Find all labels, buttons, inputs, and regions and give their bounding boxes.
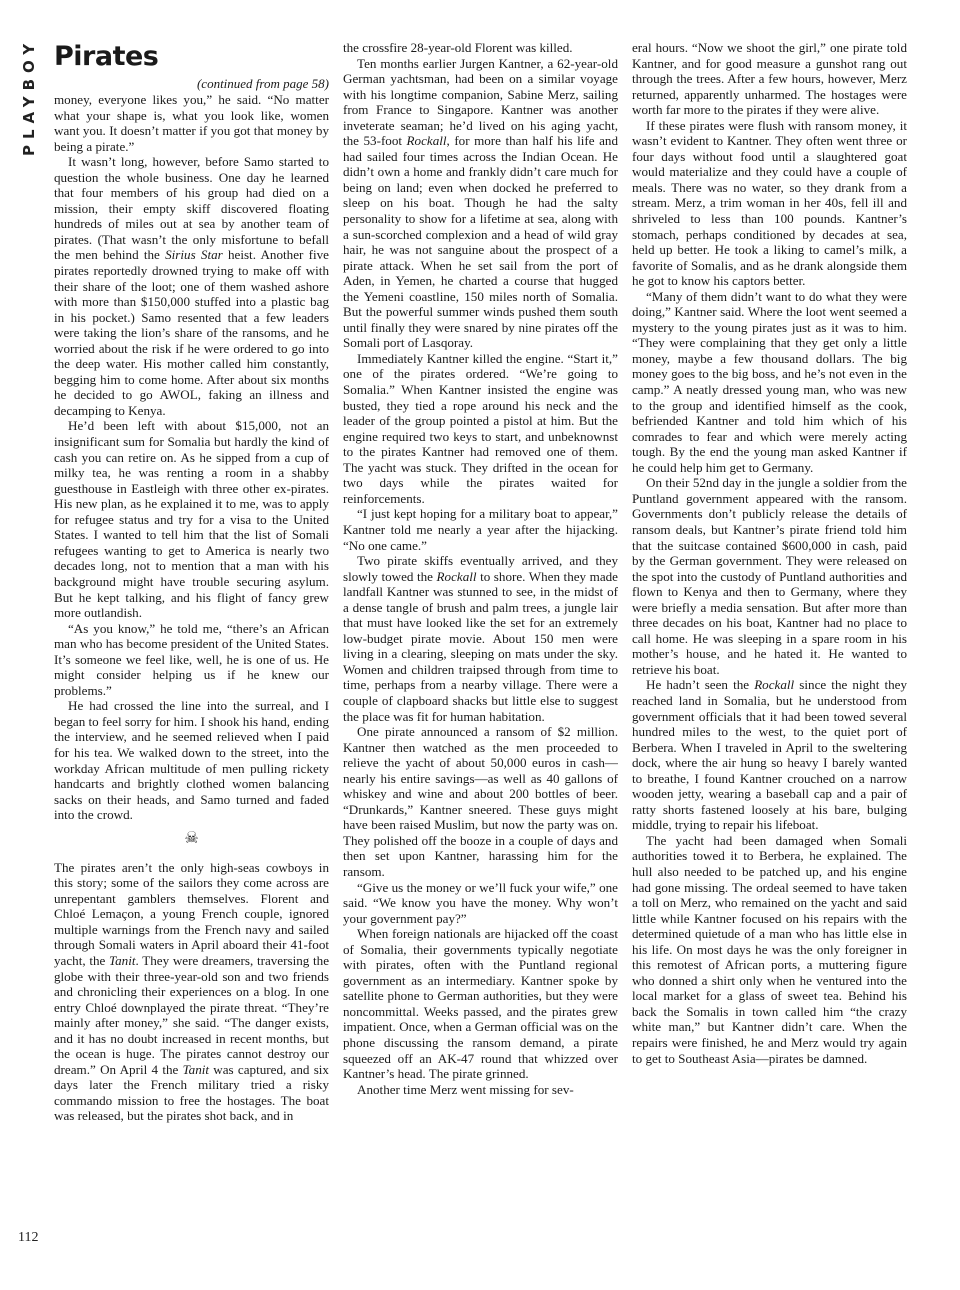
article-title: Pirates (54, 41, 159, 72)
paragraph: One pirate announced a ransom of $2 million. Kantner then watched as the men proceeded to relieve the yacht of about 50,000 euros in cash—nearly his entire savings—as well as 40 gallons of whiskey and wine and about 200 bottles of beer. “Drunkards,” Kantner sneered. These guys might have been raised Muslim, but now the party was on. They polished off the booze in a couple of days and then set upon Kantner, harassing him for the ransom. (343, 724, 618, 879)
column-2 (343, 40, 618, 1252)
paragraph: “As you know,” he told me, “there’s an African man who has become president of the United States. It’s someone we feel like, well, he is one of us. He might consider helping us if he knew our problems.” (54, 620, 329, 698)
paragraph: The pirates aren’t the only high-seas cowboys in this story; some of the sailors they come across are unrepentant gamblers themselves. Florent and Chloé Lemaçon, a young French couple, ignored multiple warnings from the French navy and sailed through Somali waters in April aboard their 41-foot yacht, the Tanit. They were dreamers, traversing the globe with their three-year-old son and two friends and chronicling their experiences on a blog. In one entry Chloé downplayed the pirate threat. “They’re mainly after money,” she said. “The danger exists, and it has no doubt increased in recent months, but the ocean is huge. The pirates cannot destroy our dream.” On April 4 the Tanit was captured, and six days later the French military tried a risky commando mission to free the hostages. The boat was released, but the pirates shot back, and in (54, 859, 329, 1124)
paragraph: money, everyone likes you,” he said. “No matter what your shape is, what you look like, women want you. It doesn’t matter if you got that money by being a pirate.” (54, 92, 329, 154)
page-number: 112 (18, 1230, 39, 1245)
paragraph: It wasn’t long, however, before Samo started to question the whole business. One day he learned that four members of his group had died on a mission, their empty skiff discovered floating hundreds of miles out at sea by another team of pirates. (That wasn’t the only misfortune to befall the men behind the Sirius Star heist. Another five pirates reportedly drowned trying to make off with their share of the loot; one of them washed ashore with more than $150,000 stuffed into a plastic bag in his pocket.) Samo resented that a few leaders were taking the lion’s share of the ransoms, and he worried about the risk if he were ordered to go into the deep water. His mother called him constantly, begging him to come home. After about six months he decided to go AWOL, faking an illness and decamping to Kenya. (54, 154, 329, 418)
ship-name: Tanit (182, 1061, 210, 1077)
skull-icon: ☠ (184, 827, 199, 847)
magazine-logo: PLAYBOY (20, 38, 38, 157)
ship-name: Rockall (754, 677, 795, 693)
paragraph: On their 52nd day in the jungle a soldier from the Puntland government appeared with the ransom. Governments don’t publicly release the details of ransom deals, but Kantner’s pirate friend told him that the suitcase contained $600,000 in cash, paid by the German government. They were released on the spot into the custody of Puntland authorities and flown to Kenya and then to Germany, where they were briefly a media sensation. But after more than three decades on his boat, Kantner had no place to call home. He was sleeping in a spare room in his mother’s house, and he hated it. He wanted to retrieve his boat. (632, 475, 907, 677)
paragraph: He had crossed the line into the surreal, and I began to feel sorry for him. I shook his hand, ending the interview, and he seemed relieved when I paid for his tea. We walked down to the street, into the workday African multitude of men pulling rickety handcarts and brightly clothed women balancing sacks on their heads, and Samo turned and faded into the crowd. (54, 698, 329, 823)
paragraph: The yacht had been damaged when Somali authorities towed it to Berbera, he explained. The hull also needed to be patched up, and his engine had gone missing. The ordeal seemed to have taken a toll on Merz, who remained on the yacht and said little while Kantner focused on his repairs with the determined quietude of a man who has little else in his life. On most days he was the only foreigner in this remotest of African ports, a muttering figure who donned a shirt only when he ventured into the local market for a glass of sweet tea. Behind his back the Somalis in town called him “the crazy white man,” but Kantner didn’t care. When the repairs were finished, he and Merz would try again to get to Southeast Asia—pirates be damned. (632, 832, 907, 1066)
ship-name: Tanit (109, 952, 136, 968)
continued-note: (continued from page 58) (196, 76, 329, 91)
column-3 (632, 40, 907, 1252)
paragraph: He hadn’t seen the Rockall since the night they reached land in Somalia, but he understood from government officials that it had been towed several hundred miles to the west, to the quiet port of Berbera. When I traveled in April to the sweltering dock, where the air hung so heavy I barely wanted to breathe, I found Kantner crouched on a narrow wooden jetty, wearing a baseball cap and a pair of ratty shorts fastened loosely at his bare, bulging middle, trying to repair his lifeboat. (632, 677, 907, 833)
ship-name: Rockall (406, 133, 447, 149)
paragraph: He’d been left with about $15,000, not an insignificant sum for Somalia but hardly the kind of cash you can retire on. As he sipped from a cup of milky tea, he was renting a room in a shabby guesthouse in Eastleigh with three other ex-pirates. His new plan, as he explained it to me, was to apply for refugee status and try for a visa to the United States. I wanted to tell him that the list of Somali refugees wanting to get to America is nearly two decades long, not to mention that a man with his background might have trouble securing asylum. But he kept talking, and his flight of fancy grew more outlandish. (54, 418, 329, 621)
paragraph: “Many of them didn’t want to do what they were doing,” Kantner said. Where the loot went seemed a mystery to the young pirates just as it was to him. “They were complaining that they get only a little money, maybe a few thousand dollars. The big money goes to the big boss, and he’s not even in the camp.” A neatly dressed young man, who was new to the group and identified himself as the cook, befriended Kantner and told him which of his comrades to fear and which were merely acting tough. By the end the young man asked Kantner if he could help him get to Germany. (632, 288, 907, 475)
paragraph: “Give us the money or we’ll fuck your wife,” one said. “We know you have the money. Why won’t your government pay?” (343, 879, 618, 926)
ship-name: Sirius Star (165, 247, 223, 263)
paragraph: eral hours. “Now we shoot the girl,” one pirate told Kantner, and for good measure a gunshot rang out through the trees. After a few hours, however, Merz returned, apparently unharmed. The hostages were worth far more to the pirates if they were alive. (632, 40, 907, 118)
paragraph: “I just kept hoping for a military boat to appear,” Kantner told me nearly a year after the hijacking. “No one came.” (343, 506, 618, 553)
paragraph: the crossfire 28-year-old Florent was killed. (343, 40, 573, 55)
paragraph: Immediately Kantner killed the engine. “Start it,” one of the pirates ordered. “We’re going to Somalia.” When Kantner insisted the engine was busted, they tied a rope around his neck and the leader of the group pointed a pistol at him. But the engine required two keys to start, and unbeknownst to the pirates Kantner had removed one of them. The yacht was stuck. They drifted in the ocean for two days while the pirates waited for reinforcements. (343, 350, 618, 506)
paragraph: Ten months earlier Jurgen Kantner, a 62-year-old German yachtsman, had been on a similar voyage with his longtime companion, Sabine Merz, sailing from France to Singapore. Kantner was another inveterate seaman; he’d lived on his aging yacht, the 53-foot Rockall, for more than half his life and had sailed four times across the Indian Ocean. He didn’t own a home and frankly didn’t care much for being on land; even when docked he preferred to sleep on his boat. Though he had the salty personality to show for a lifetime at sea, along with a sun-scorched complexion and a head of wild gray hair, he was not sanguine about the prospect of a pirate attack. When he set sail from the port of Aden, in Yemen, he charted a course that hugged the Yemeni coastline, 150 miles north of Somalia. But the powerful summer winds pushed them south until finally they were snared by nine pirates off the Somali port of Lasqoray. (343, 55, 618, 351)
paragraph: When foreign nationals are hijacked off the coast of Somalia, their governments typically negotiate with pirates, often with the Puntland regional government as an intermediary. Kantner spoke by satellite phone to German authorities, but they were noncommittal. Weeks passed, and the pirates grew impatient. Once, when a German official was on the phone discussing the ransom demand, a pirate squeezed off an AK-47 round that whizzed over Kantner’s head. The pirate grinned. (343, 926, 618, 1082)
ship-name: Rockall (436, 568, 477, 584)
paragraph: Another time Merz went missing for sev- (357, 1081, 574, 1097)
paragraph: Two pirate skiffs eventually arrived, and they slowly towed the Rockall to shore. When they made landfall Kantner was stunned to see, in the midst of a dense tangle of brush and palm trees, a jungle lair that must have looked like the set for an extremely low-budget pirate movie. About 150 men were living in a clearing, sleeping on mats under the sky. Women and children traipsed through from time to time, perhaps from a nearby village. There were a couple of clapboard shacks but little else to suggest the place was fit for human habitation. (343, 553, 618, 724)
column-1 (54, 40, 329, 1252)
paragraph: If these pirates were flush with ransom money, it wasn’t evident to Kantner. They often went three or four days without food until a slaughtered goat would materialize and they could have a couple of meals. There was no water, so they drank from a stream. Merz, a trim woman in her 40s, fell ill and shriveled to less than 100 pounds. Kantner’s stomach, perhaps conditioned by decades at sea, held up better. He took a liking to camel’s milk, a favorite of Somalis, and as he drank alongside them he got to know his captors better. (632, 117, 907, 289)
